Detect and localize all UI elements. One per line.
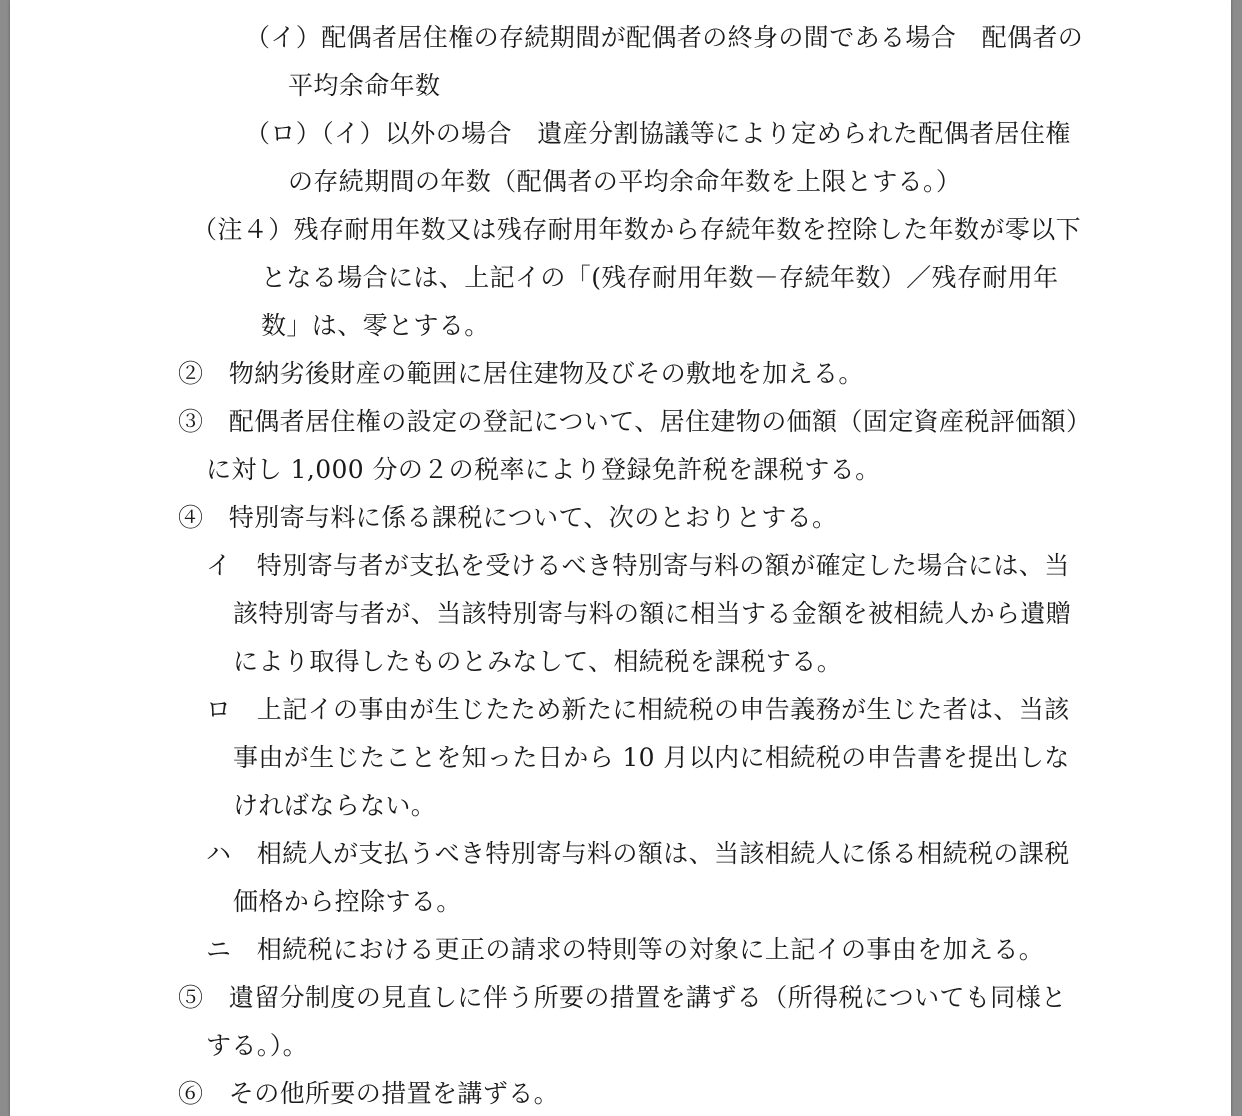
item-5-line-2: する。）。 <box>206 1031 309 1060</box>
item-4-ro-line-1: ロ 上記イの事由が生じたため新たに相続税の申告義務が生じた者は、当該 <box>206 695 1070 724</box>
item-4-i-line-1: イ 特別寄与者が支払を受けるべき特別寄与料の額が確定した場合には、当 <box>206 551 1070 580</box>
item-i-line-2: 平均余命年数 <box>288 71 441 100</box>
item-ro-line-2: の存続期間の年数（配偶者の平均余命年数を上限とする。） <box>288 167 962 196</box>
note-4-line-1: （注４）残存耐用年数又は残存耐用年数から存続年数を控除した年数が零以下 <box>192 215 1082 244</box>
item-3-line-1: ③ 配偶者居住権の設定の登記について、居住建物の価額（固定資産税評価額） <box>178 407 1092 436</box>
item-4-ro-line-2: 事由が生じたことを知った日から 10 月以内に相続税の申告書を提出しな <box>233 743 1070 772</box>
item-4-i-line-3: により取得したものとみなして、相続税を課税する。 <box>233 647 843 676</box>
item-i-line-1: （イ）配偶者居住権の存続期間が配偶者の終身の間である場合 配偶者の <box>245 23 1084 52</box>
item-5-line-1: ⑤ 遺留分制度の見直しに伴う所要の措置を講ずる（所得税についても同様と <box>178 983 1067 1012</box>
item-ro-line-1: （ロ）（イ）以外の場合 遺産分割協議等により定められた配偶者居住権 <box>245 119 1071 148</box>
item-2-line-1: ② 物納劣後財産の範囲に居住建物及びその敷地を加える。 <box>178 359 864 388</box>
item-4-ro-line-3: ければならない。 <box>233 791 437 820</box>
item-4-ha-line-1: ハ 相続人が支払うべき特別寄与料の額は、当該相続人に係る相続税の課税 <box>206 839 1070 868</box>
note-4-line-2: となる場合には、上記イの「(残存耐用年数－存続年数）／残存耐用年 <box>261 263 1059 292</box>
item-4-i-line-2: 該特別寄与者が、当該特別寄与料の額に相当する金額を被相続人から遺贈 <box>233 599 1072 628</box>
document-page <box>10 0 1231 1116</box>
item-4-ni-line-1: ニ 相続税における更正の請求の特則等の対象に上記イの事由を加える。 <box>206 935 1045 964</box>
note-4-line-3: 数」は、零とする。 <box>261 311 490 340</box>
item-4-line-1: ④ 特別寄与料に係る課税について、次のとおりとする。 <box>178 503 838 532</box>
item-3-line-2: に対し 1,000 分の２の税率により登録免許税を課税する。 <box>206 455 881 484</box>
item-4-ha-line-2: 価格から控除する。 <box>233 887 462 916</box>
item-6-line-1: ⑥ その他所要の措置を講ずる。 <box>178 1079 560 1108</box>
